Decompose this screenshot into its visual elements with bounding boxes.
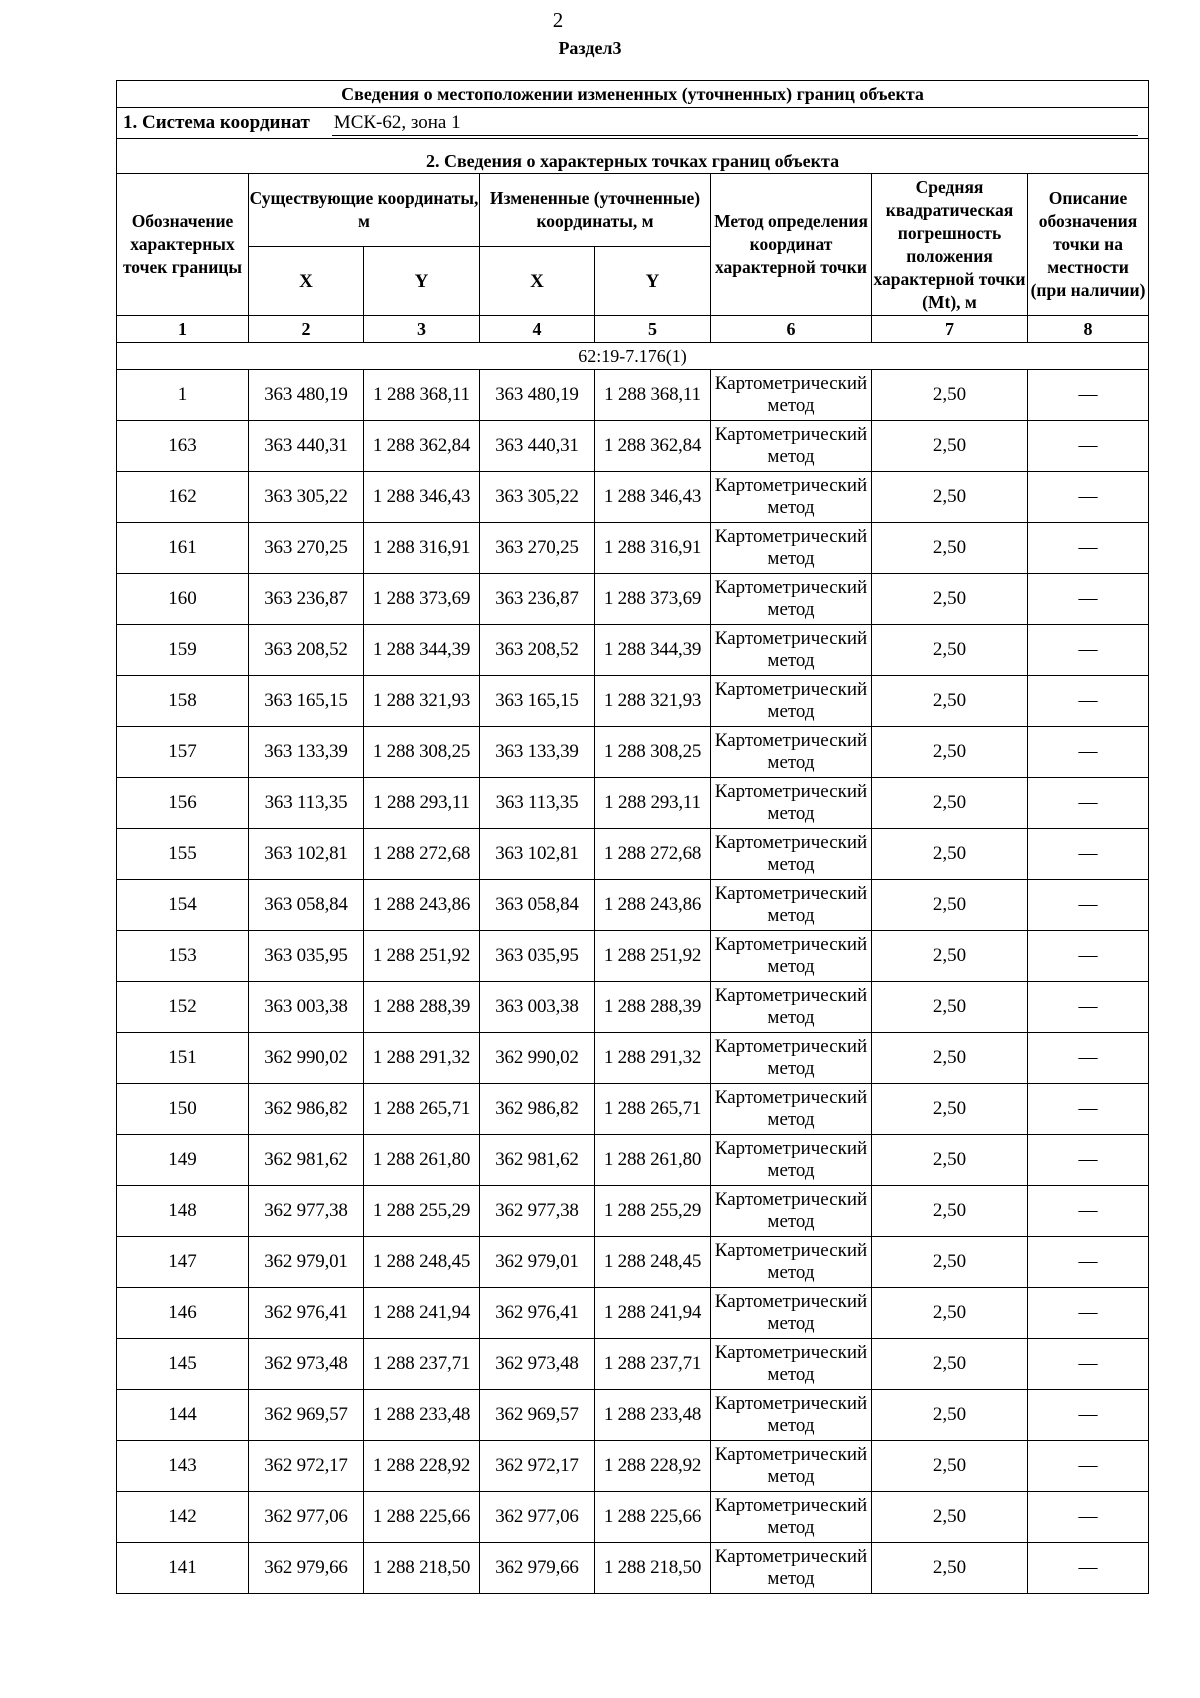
- cell-existing-x: 362 979,66: [249, 1543, 364, 1594]
- cell-existing-y: 1 288 265,71: [364, 1084, 480, 1135]
- cell-method: Картометрический метод: [711, 1186, 872, 1237]
- cell-existing-y: 1 288 237,71: [364, 1339, 480, 1390]
- cell-description: —: [1028, 727, 1149, 778]
- cell-existing-y: 1 288 291,32: [364, 1033, 480, 1084]
- cell-point-number: 147: [117, 1237, 249, 1288]
- cell-method: Картометрический метод: [711, 1288, 872, 1339]
- cell-existing-y: 1 288 233,48: [364, 1390, 480, 1441]
- cell-changed-x: 363 133,39: [480, 727, 595, 778]
- cell-error: 2,50: [872, 1390, 1028, 1441]
- cell-point-number: 143: [117, 1441, 249, 1492]
- table-row: [117, 1135, 1149, 1186]
- cell-existing-x: 362 979,01: [249, 1237, 364, 1288]
- cell-existing-x: 362 977,06: [249, 1492, 364, 1543]
- table-row: [117, 1186, 1149, 1237]
- cell-existing-x: 363 035,95: [249, 931, 364, 982]
- cell-error: 2,50: [872, 1339, 1028, 1390]
- table-row: [117, 421, 1149, 472]
- cell-changed-y: 1 288 218,50: [595, 1543, 711, 1594]
- column-number: 7: [872, 316, 1028, 343]
- column-number: 8: [1028, 316, 1149, 343]
- cell-point-number: 155: [117, 829, 249, 880]
- cell-point-number: 162: [117, 472, 249, 523]
- cell-error: 2,50: [872, 1492, 1028, 1543]
- cell-method: Картометрический метод: [711, 421, 872, 472]
- cell-changed-y: 1 288 233,48: [595, 1390, 711, 1441]
- cell-error: 2,50: [872, 574, 1028, 625]
- header-method: Метод определения координат характерной точки: [711, 174, 872, 316]
- cell-method: Картометрический метод: [711, 574, 872, 625]
- cell-existing-x: 362 972,17: [249, 1441, 364, 1492]
- table-row: [117, 1288, 1149, 1339]
- cell-existing-y: 1 288 368,11: [364, 370, 480, 421]
- table-row: [117, 370, 1149, 421]
- cell-error: 2,50: [872, 676, 1028, 727]
- cell-error: 2,50: [872, 727, 1028, 778]
- cell-existing-y: 1 288 346,43: [364, 472, 480, 523]
- cell-existing-y: 1 288 316,91: [364, 523, 480, 574]
- cell-description: —: [1028, 1084, 1149, 1135]
- column-number: 4: [480, 316, 595, 343]
- cell-existing-x: 362 986,82: [249, 1084, 364, 1135]
- cell-method: Картометрический метод: [711, 1033, 872, 1084]
- column-number: 1: [117, 316, 249, 343]
- cell-error: 2,50: [872, 931, 1028, 982]
- cell-point-number: 152: [117, 982, 249, 1033]
- cell-error: 2,50: [872, 370, 1028, 421]
- cell-point-number: 144: [117, 1390, 249, 1441]
- cell-error: 2,50: [872, 1033, 1028, 1084]
- cell-existing-y: 1 288 373,69: [364, 574, 480, 625]
- cell-method: Картометрический метод: [711, 472, 872, 523]
- table-row: [117, 1441, 1149, 1492]
- cell-existing-y: 1 288 293,11: [364, 778, 480, 829]
- cell-existing-y: 1 288 255,29: [364, 1186, 480, 1237]
- cell-description: —: [1028, 982, 1149, 1033]
- cell-changed-x: 363 102,81: [480, 829, 595, 880]
- cell-description: —: [1028, 880, 1149, 931]
- cell-point-number: 158: [117, 676, 249, 727]
- cell-changed-x: 362 979,66: [480, 1543, 595, 1594]
- points-title: 2. Сведения о характерных точках границ объекта: [117, 149, 1149, 174]
- cell-method: Картометрический метод: [711, 1237, 872, 1288]
- cell-method: Картометрический метод: [711, 523, 872, 574]
- boundary-points-table: [116, 80, 1149, 1594]
- cell-method: Картометрический метод: [711, 1339, 872, 1390]
- cell-description: —: [1028, 625, 1149, 676]
- cell-description: —: [1028, 1186, 1149, 1237]
- cell-changed-y: 1 288 272,68: [595, 829, 711, 880]
- cell-changed-y: 1 288 225,66: [595, 1492, 711, 1543]
- section-title: Раздел3: [558, 38, 622, 58]
- cell-description: —: [1028, 1288, 1149, 1339]
- cell-changed-x: 363 305,22: [480, 472, 595, 523]
- cell-point-number: 159: [117, 625, 249, 676]
- cell-error: 2,50: [872, 523, 1028, 574]
- cell-method: Картометрический метод: [711, 676, 872, 727]
- cell-existing-x: 363 480,19: [249, 370, 364, 421]
- cell-point-number: 157: [117, 727, 249, 778]
- cell-existing-y: 1 288 272,68: [364, 829, 480, 880]
- cell-description: —: [1028, 1033, 1149, 1084]
- cell-error: 2,50: [872, 1237, 1028, 1288]
- cell-existing-x: 362 976,41: [249, 1288, 364, 1339]
- cell-point-number: 154: [117, 880, 249, 931]
- cell-existing-y: 1 288 218,50: [364, 1543, 480, 1594]
- cell-existing-x: 363 058,84: [249, 880, 364, 931]
- cell-method: Картометрический метод: [711, 727, 872, 778]
- cell-existing-y: 1 288 261,80: [364, 1135, 480, 1186]
- table-row: [117, 829, 1149, 880]
- table-row: [117, 727, 1149, 778]
- cell-existing-x: 363 236,87: [249, 574, 364, 625]
- cell-error: 2,50: [872, 1084, 1028, 1135]
- cell-changed-x: 362 979,01: [480, 1237, 595, 1288]
- cell-point-number: 146: [117, 1288, 249, 1339]
- column-number: 6: [711, 316, 872, 343]
- table-row: [117, 778, 1149, 829]
- cell-changed-y: 1 288 288,39: [595, 982, 711, 1033]
- cell-point-number: 151: [117, 1033, 249, 1084]
- cell-method: Картометрический метод: [711, 880, 872, 931]
- table-row: [117, 472, 1149, 523]
- column-number: 2: [249, 316, 364, 343]
- cell-method: Картометрический метод: [711, 1135, 872, 1186]
- cell-error: 2,50: [872, 1186, 1028, 1237]
- cell-changed-x: 362 973,48: [480, 1339, 595, 1390]
- cell-changed-y: 1 288 241,94: [595, 1288, 711, 1339]
- cell-changed-y: 1 288 344,39: [595, 625, 711, 676]
- cell-method: Картометрический метод: [711, 829, 872, 880]
- cell-existing-y: 1 288 344,39: [364, 625, 480, 676]
- cell-changed-x: 362 976,41: [480, 1288, 595, 1339]
- table-row: [117, 1339, 1149, 1390]
- cell-error: 2,50: [872, 880, 1028, 931]
- cell-method: Картометрический метод: [711, 1492, 872, 1543]
- cell-description: —: [1028, 1441, 1149, 1492]
- cell-error: 2,50: [872, 625, 1028, 676]
- coord-system-label: 1. Система координат: [123, 112, 310, 133]
- cell-changed-y: 1 288 368,11: [595, 370, 711, 421]
- table-row: [117, 523, 1149, 574]
- cell-error: 2,50: [872, 472, 1028, 523]
- cell-changed-y: 1 288 316,91: [595, 523, 711, 574]
- cell-changed-y: 1 288 243,86: [595, 880, 711, 931]
- header-existing-x: X: [249, 247, 364, 316]
- cell-point-number: 142: [117, 1492, 249, 1543]
- cell-changed-y: 1 288 251,92: [595, 931, 711, 982]
- cell-description: —: [1028, 1339, 1149, 1390]
- cell-point-number: 149: [117, 1135, 249, 1186]
- cell-changed-x: 362 977,06: [480, 1492, 595, 1543]
- cell-existing-x: 362 977,38: [249, 1186, 364, 1237]
- column-number: 5: [595, 316, 711, 343]
- cell-changed-x: 363 208,52: [480, 625, 595, 676]
- coord-system-value: МСК-62, зона 1: [332, 111, 1138, 136]
- cell-changed-x: 362 972,17: [480, 1441, 595, 1492]
- cell-changed-x: 363 236,87: [480, 574, 595, 625]
- cell-existing-x: 363 113,35: [249, 778, 364, 829]
- cell-method: Картометрический метод: [711, 1543, 872, 1594]
- cell-description: —: [1028, 676, 1149, 727]
- cell-point-number: 163: [117, 421, 249, 472]
- table-row: [117, 574, 1149, 625]
- parcel-number: 62:19-7.176(1): [117, 343, 1149, 370]
- cell-point-number: 1: [117, 370, 249, 421]
- table-row: [117, 676, 1149, 727]
- cell-point-number: 145: [117, 1339, 249, 1390]
- cell-existing-x: 362 973,48: [249, 1339, 364, 1390]
- cell-description: —: [1028, 1135, 1149, 1186]
- cell-method: Картометрический метод: [711, 931, 872, 982]
- cell-error: 2,50: [872, 982, 1028, 1033]
- cell-changed-x: 363 035,95: [480, 931, 595, 982]
- header-designation: Обозначение характерных точек границы: [117, 174, 249, 316]
- table-row: [117, 1492, 1149, 1543]
- cell-point-number: 153: [117, 931, 249, 982]
- cell-changed-y: 1 288 321,93: [595, 676, 711, 727]
- cell-existing-x: 362 990,02: [249, 1033, 364, 1084]
- cell-changed-x: 362 969,57: [480, 1390, 595, 1441]
- cell-description: —: [1028, 1543, 1149, 1594]
- table-row: [117, 1084, 1149, 1135]
- cell-description: —: [1028, 421, 1149, 472]
- column-number: 3: [364, 316, 480, 343]
- page-number: 2: [552, 8, 564, 32]
- cell-method: Картометрический метод: [711, 625, 872, 676]
- cell-changed-x: 363 270,25: [480, 523, 595, 574]
- cell-existing-x: 363 133,39: [249, 727, 364, 778]
- cell-description: —: [1028, 472, 1149, 523]
- header-existing: Существующие координаты, м: [249, 174, 480, 247]
- cell-method: Картометрический метод: [711, 1390, 872, 1441]
- cell-error: 2,50: [872, 1135, 1028, 1186]
- cell-existing-x: 363 270,25: [249, 523, 364, 574]
- cell-point-number: 160: [117, 574, 249, 625]
- cell-description: —: [1028, 829, 1149, 880]
- spacer-row: [117, 139, 1149, 150]
- cell-existing-x: 363 208,52: [249, 625, 364, 676]
- cell-description: —: [1028, 1492, 1149, 1543]
- cell-description: —: [1028, 574, 1149, 625]
- cell-existing-x: 363 003,38: [249, 982, 364, 1033]
- cell-error: 2,50: [872, 829, 1028, 880]
- cell-existing-x: 363 440,31: [249, 421, 364, 472]
- header-changed: Измененные (уточненные) координаты, м: [480, 174, 711, 247]
- cell-existing-x: 363 102,81: [249, 829, 364, 880]
- header-changed-x: X: [480, 247, 595, 316]
- cell-changed-x: 362 986,82: [480, 1084, 595, 1135]
- cell-method: Картометрический метод: [711, 1441, 872, 1492]
- table-row: [117, 931, 1149, 982]
- cell-description: —: [1028, 370, 1149, 421]
- table-row: [117, 982, 1149, 1033]
- cell-changed-x: 363 165,15: [480, 676, 595, 727]
- cell-changed-y: 1 288 228,92: [595, 1441, 711, 1492]
- cell-description: —: [1028, 523, 1149, 574]
- cell-changed-x: 362 990,02: [480, 1033, 595, 1084]
- cell-point-number: 156: [117, 778, 249, 829]
- cell-error: 2,50: [872, 421, 1028, 472]
- cell-changed-y: 1 288 308,25: [595, 727, 711, 778]
- cell-changed-x: 363 440,31: [480, 421, 595, 472]
- cell-error: 2,50: [872, 1288, 1028, 1339]
- cell-changed-x: 363 058,84: [480, 880, 595, 931]
- table-row: [117, 1237, 1149, 1288]
- header-existing-y: Y: [364, 247, 480, 316]
- cell-changed-y: 1 288 248,45: [595, 1237, 711, 1288]
- cell-changed-x: 362 977,38: [480, 1186, 595, 1237]
- cell-existing-x: 362 981,62: [249, 1135, 364, 1186]
- cell-changed-y: 1 288 265,71: [595, 1084, 711, 1135]
- cell-existing-y: 1 288 251,92: [364, 931, 480, 982]
- header-error: Средняя квадратическая погрешность положения характерной точки (Mt), м: [872, 174, 1028, 316]
- cell-changed-y: 1 288 237,71: [595, 1339, 711, 1390]
- cell-description: —: [1028, 1390, 1149, 1441]
- cell-existing-y: 1 288 321,93: [364, 676, 480, 727]
- cell-existing-y: 1 288 243,86: [364, 880, 480, 931]
- cell-point-number: 148: [117, 1186, 249, 1237]
- table-title: Сведения о местоположении измененных (уточненных) границ объекта: [117, 81, 1149, 108]
- cell-method: Картометрический метод: [711, 982, 872, 1033]
- table-row: [117, 1390, 1149, 1441]
- table-row: [117, 625, 1149, 676]
- cell-existing-y: 1 288 225,66: [364, 1492, 480, 1543]
- table-row: [117, 1033, 1149, 1084]
- cell-changed-y: 1 288 293,11: [595, 778, 711, 829]
- cell-existing-x: 362 969,57: [249, 1390, 364, 1441]
- cell-point-number: 161: [117, 523, 249, 574]
- cell-changed-x: 363 113,35: [480, 778, 595, 829]
- cell-method: Картометрический метод: [711, 370, 872, 421]
- cell-changed-y: 1 288 362,84: [595, 421, 711, 472]
- cell-error: 2,50: [872, 1441, 1028, 1492]
- cell-existing-y: 1 288 362,84: [364, 421, 480, 472]
- cell-changed-x: 363 480,19: [480, 370, 595, 421]
- cell-description: —: [1028, 778, 1149, 829]
- cell-existing-y: 1 288 248,45: [364, 1237, 480, 1288]
- cell-description: —: [1028, 931, 1149, 982]
- header-description: Описание обозначения точки на местности (при наличии): [1028, 174, 1149, 316]
- cell-method: Картометрический метод: [711, 778, 872, 829]
- coord-system-row: [117, 108, 1149, 139]
- cell-changed-y: 1 288 291,32: [595, 1033, 711, 1084]
- cell-changed-y: 1 288 255,29: [595, 1186, 711, 1237]
- cell-changed-y: 1 288 373,69: [595, 574, 711, 625]
- cell-point-number: 150: [117, 1084, 249, 1135]
- cell-existing-x: 363 165,15: [249, 676, 364, 727]
- cell-changed-x: 363 003,38: [480, 982, 595, 1033]
- cell-error: 2,50: [872, 1543, 1028, 1594]
- cell-existing-y: 1 288 228,92: [364, 1441, 480, 1492]
- column-numbers-row: [117, 316, 1149, 343]
- cell-method: Картометрический метод: [711, 1084, 872, 1135]
- cell-existing-y: 1 288 241,94: [364, 1288, 480, 1339]
- cell-changed-y: 1 288 261,80: [595, 1135, 711, 1186]
- cell-changed-x: 362 981,62: [480, 1135, 595, 1186]
- table-row: [117, 1543, 1149, 1594]
- cell-changed-y: 1 288 346,43: [595, 472, 711, 523]
- table-row: [117, 880, 1149, 931]
- cell-existing-y: 1 288 308,25: [364, 727, 480, 778]
- cell-existing-x: 363 305,22: [249, 472, 364, 523]
- cell-description: —: [1028, 1237, 1149, 1288]
- header-changed-y: Y: [595, 247, 711, 316]
- cell-error: 2,50: [872, 778, 1028, 829]
- cell-existing-y: 1 288 288,39: [364, 982, 480, 1033]
- cell-point-number: 141: [117, 1543, 249, 1594]
